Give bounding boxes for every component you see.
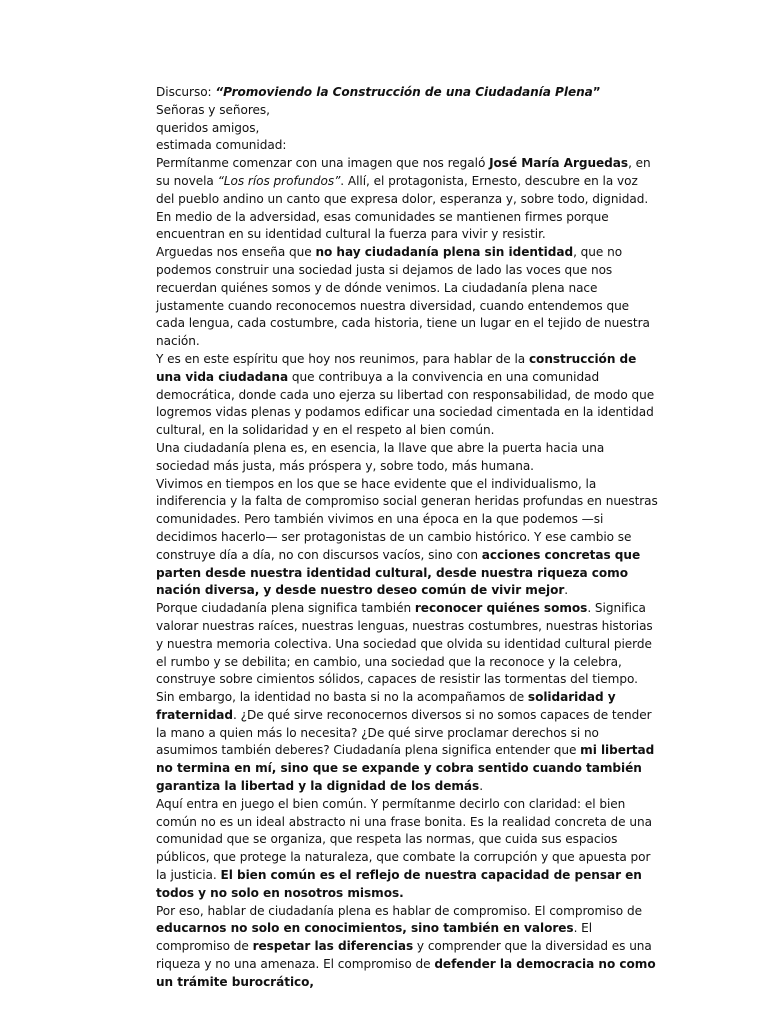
emphasis-text: El bien común es el reflejo de nuestra capacidad de pensar en todos y no solo en nosotros mismos.: [156, 868, 642, 900]
paragraph: [156, 440, 659, 476]
body-text: Discurso:: [156, 85, 216, 99]
body-text: . ¿De qué sirve reconocernos diversos si no somos capaces de tender la mano a quien más lo necesita? ¿De qué sirve proclamar derechos si no asumimos también deberes? Ciudadanía plena significa entender que: [156, 707, 652, 758]
paragraph: [156, 155, 659, 244]
emphasis-text: solidaridad y fraternidad: [156, 690, 616, 722]
speech-text: [156, 84, 659, 992]
emphasis-text: educarnos no solo en conocimientos, sino también en valores: [156, 921, 574, 936]
emphasis-text: mi libertad no termina en mí, sino que se expande y cobra sentido cuando también garantiza la libertad y la dignidad de los demás: [156, 743, 655, 794]
emphasis-text: “Los ríos profundos”: [217, 173, 341, 188]
emphasis-text: respetar las diferencias: [252, 939, 414, 954]
body-text: estimada comunidad:: [156, 138, 287, 153]
body-text: Porque ciudadanía plena significa también: [156, 601, 415, 616]
emphasis-text: acciones concretas que parten desde nuestra identidad cultural, desde nuestra riqueza como nación diversa, y desde nuestro deseo común de vivir mejor: [156, 547, 641, 598]
body-text: . Significa valorar nuestras raíces, nuestras lenguas, nuestras costumbres, nuestras historias y nuestra memoria colectiva. Una sociedad que olvida su identidad cultural pierde el rumbo y se debilita; en cambio, una sociedad que la reconoce y la celebra, construye sobre cimientos sólidos, capaces de resistir las tormentas del tiempo.: [156, 601, 653, 687]
body-text: que contribuya a la convivencia en una comunidad democrática, donde cada uno ejerza su libertad con responsabilidad, de modo que logremos vidas plenas y podamos edificar una sociedad cimentada en la identidad cultural, en la solidaridad y en el respeto al bien común.: [156, 369, 655, 438]
paragraph: [156, 102, 659, 120]
body-text: Una ciudadanía plena es, en esencia, la llave que abre la puerta hacia una sociedad más justa, más próspera y, sobre todo, más humana.: [156, 440, 605, 473]
body-text: , en su novela: [156, 156, 651, 188]
paragraph: [156, 600, 659, 689]
body-text: .: [564, 583, 569, 598]
emphasis-text: ”: [592, 85, 601, 99]
paragraph: [156, 120, 659, 138]
paragraph: [156, 351, 659, 440]
body-text: Aquí entra en juego el bien común. Y permítanme decirlo con claridad: el bien común no es un ideal abstracto ni una frase bonita. Es la realidad concreta de una comunidad que se organiza, que respeta las normas, que cuida sus espacios públicos, que protege la naturaleza, que combate la corrupción y que apuesta por la justicia.: [156, 796, 652, 883]
paragraph: [156, 903, 659, 992]
emphasis-text: construcción de una vida ciudadana: [156, 351, 637, 384]
body-text: Vivimos en tiempos en los que se hace evidente que el individualismo, la indiferencia y la falta de compromiso social generan heridas profundas en nuestras comunidades. Pero también vivimos en una época en la que podemos —si decidimos hacerlo— ser protagonistas de un cambio histórico. Y ese cambio se construye día a día, no con discursos vacíos, sino con: [156, 476, 658, 562]
body-text: Arguedas nos enseña que: [156, 245, 316, 260]
paragraph: [156, 137, 659, 155]
paragraph: [156, 689, 659, 796]
paragraph: [156, 244, 659, 351]
emphasis-text: José María Arguedas: [489, 156, 629, 171]
body-text: y comprender que la diversidad es una riqueza y no una amenaza. El compromiso de: [156, 939, 652, 972]
body-text: . El compromiso de: [156, 921, 593, 954]
body-text: , que no podemos construir una sociedad justa si dejamos de lado las voces que nos recuerdan quiénes somos y de dónde venimos. La ciudadanía plena nace justamente cuando reconocemos nuestra diversidad, cuando entendemos que cada lengua, cada costumbre, cada historia, tiene un lugar en el tejido de nuestra nación.: [156, 245, 650, 349]
body-text: Y es en este espíritu que hoy nos reunimos, para hablar de la: [156, 351, 529, 366]
body-text: Señoras y señores,: [156, 102, 270, 117]
body-text: queridos amigos,: [156, 120, 260, 135]
emphasis-text: reconocer quiénes somos: [414, 601, 588, 616]
emphasis-text: “Promoviendo la Construcción de una Ciudadanía Plena: [215, 85, 593, 99]
body-text: Sin embargo, la identidad no basta si no la acompañamos de: [156, 690, 528, 705]
emphasis-text: no hay ciudadanía plena sin identidad: [315, 245, 574, 260]
emphasis-text: defender la democracia no como un trámite burocrático,: [156, 957, 656, 989]
body-text: . Allí, el protagonista, Ernesto, descubre en la voz del pueblo andino un canto que expresa dolor, esperanza y, sobre todo, dignidad. En medio de la adversidad, esas comunidades se mantienen firmes porque encuentran en su identidad cultural la fuerza para vivir y resistir.: [156, 173, 649, 242]
paragraph: [156, 84, 659, 102]
body-text: .: [479, 779, 483, 794]
paragraph: [156, 796, 659, 903]
body-text: Permítanme comenzar con una imagen que nos regaló: [156, 156, 490, 171]
paragraph: [156, 476, 659, 601]
body-text: Por eso, hablar de ciudadanía plena es hablar de compromiso. El compromiso de: [156, 903, 642, 918]
emphasis-text: [215, 85, 592, 99]
